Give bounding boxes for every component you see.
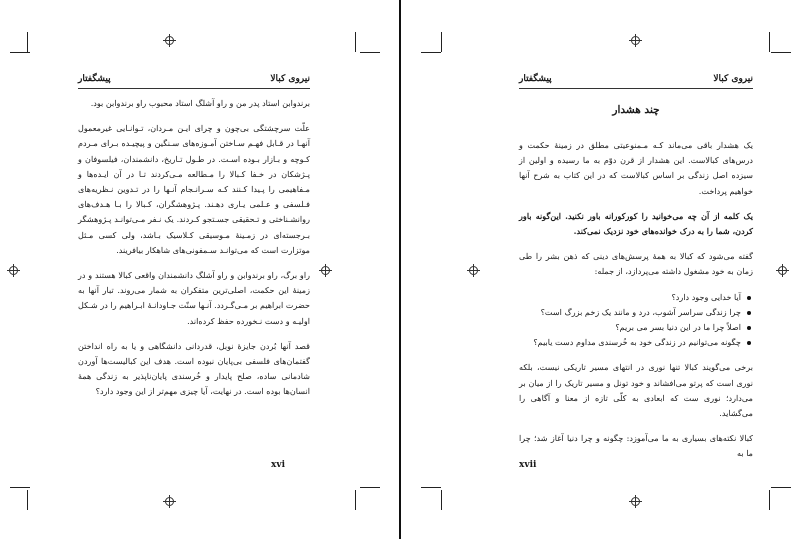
list-item: اصلاً چرا ما در این دنیا بسر می بریم؟ [519,320,753,335]
running-head [519,72,753,89]
crop-mark [10,52,30,53]
left-page [0,0,399,539]
crop-mark [355,32,356,52]
page-number: xvii [519,460,537,470]
paragraph: قصد آنها بُردن جایزهٔ نوبل، قدردانی دانشگاهی و یا به راه انداختن گفتمان‌های فلسفی بی‌پایان نبوده است. هدف این کبالیست‌ها آوردن شادمانی ساده، صلح پایدار و خُرسندی پایان‌ناپذیر به زندگی همهٔ انسان‌ها بوده است. در نهایت، آیا چیزی مهم‌تر از این وجود دارد؟ [78,340,310,397]
paragraph: برندوابن استاد پدر من و راو آشلگ استاد محبوب راو برندوابن بود. [90,98,310,108]
crop-mark [27,490,28,510]
paragraph: کبالا نکته‌های بسیاری به ما می‌آموزد: چگونه و چرا دنیا آغاز شد؛ چرا ما به [519,433,753,459]
question-list [519,290,753,351]
paragraph: یک هشدار باقی می‌ماند کـه مـمنوعیتی مطلق در زمینهٔ حکمت و درس‌های کبالاست. این هشدار از قرن دوّم به ما رسیده و اولین از سیزده اصل زندگی بر اساس کبالاست که در این کتاب به شرح آنها خواهیم پرداخت. [519,140,753,196]
page-number: xvi [271,460,286,470]
list-item: آیا خدایی وجود دارد؟ [519,290,753,305]
paragraph: راو برگ، راو برندوابن و راو آشلگ دانشمندان واقعی کبالا هستند و در زمینهٔ این حکمت، اصلی‌ترین متفکران به شمار می‌روند. تبار آنها به حضرت ابراهیم بر مـی‌گـردد. آنـها سنّت جـاودانـهٔ ابـراهیم را در شـکل اولیـه و دست‌ نـخورده حفظ کرده‌اند. [78,270,310,326]
section-heading: چند هشدار [612,104,660,116]
crop-mark [360,52,380,53]
running-head [78,72,310,89]
crop-mark [360,487,380,488]
crop-mark [421,487,441,488]
warning-paragraph: یک کلمه از آن چه می‌خوانید را کورکورانه باور نکنید. این‌گونه باور کردن، شما را به درک خوانده‌های خود نزدیک نمی‌کند. [519,210,753,237]
registration-mark-icon [469,266,478,275]
registration-mark-icon [631,497,640,506]
crop-mark [769,490,770,510]
running-section: پیشگفتار [78,74,111,84]
list-item: چگونه می‌توانیم در زندگی خود به خُرسندی مداوم دست یابیم؟ [519,335,753,350]
crop-mark [421,52,441,53]
paragraph: گفته می‌شود که کبالا به همهٔ پرسش‌های دینی که ذهن بشر را طی زمان به خود مشغول داشته می‌پردازد، از جمله: [519,251,753,277]
registration-mark-icon [778,266,787,275]
running-section: پیشگفتار [519,74,552,84]
registration-mark-icon [631,36,640,45]
registration-mark-icon [165,36,174,45]
right-page [401,0,800,539]
registration-mark-icon [321,266,330,275]
crop-mark [769,32,770,52]
crop-mark [355,490,356,510]
registration-mark-icon [9,266,18,275]
paragraph: برخی می‌گویند کبالا تنها نوری در انتهای مسیر تاریکی نیست، بلکه نوری است که پرتو می‌افشاند و خود تونل و مسیر تاریک را از میان بر می‌دارد؛ نوری ست که ابعادی به کلّی تازه از معنا و آگاهی را می‌گشاید. [519,362,753,419]
crop-mark [771,487,791,488]
running-title: نیروی کبالا [713,74,753,84]
crop-mark [441,490,442,510]
running-title: نیروی کبالا [270,74,310,84]
paragraph: علّت سرچشتگی بی‌چون و چرای ایـن مـردان، تـوانـایی غیرمعمول آنهـا در قـابل فهـم سـاختن آمـوزه‌های سـنگین و پیچیـده بـرای مـردم کـوچه و بـازار بـوده اسـت. در طـول تـاریخ، دانشمندان، فیلسوفان و پـژشکان در خـفا کـبالا را مـطالعه مـی‌کردند تـا در آن ایـده‌ها و مـفاهیمی را پـیدا کـنند کـه سـرانـجام آنـها را در تـدوین نـظریه‌های فـلسفی و عـلمی یـاری دهـند. پـژوهشگران، کـبالا را بـا هـدف‌های روانشـناختی و تـحقیقی جسـتجو کـردند. یک نـفر مـی‌توانـد پـژوهشگر بـرجسته‌ای در زمـینهٔ مـوسیقی کـلاسیک بـاشد، ولی کسی مـثل موتزارت است که می‌توانـد سـمفونی‌های شاهکار بیافریند. [78,123,310,255]
crop-mark [441,32,442,52]
crop-mark [27,32,28,52]
page-body [519,138,753,472]
crop-mark [10,487,30,488]
list-item: چرا زندگی سراسر آشوب، درد و مانند یک زخم بزرگ است؟ [519,305,753,320]
page-body [78,96,310,410]
crop-mark [771,52,791,53]
registration-mark-icon [165,497,174,506]
